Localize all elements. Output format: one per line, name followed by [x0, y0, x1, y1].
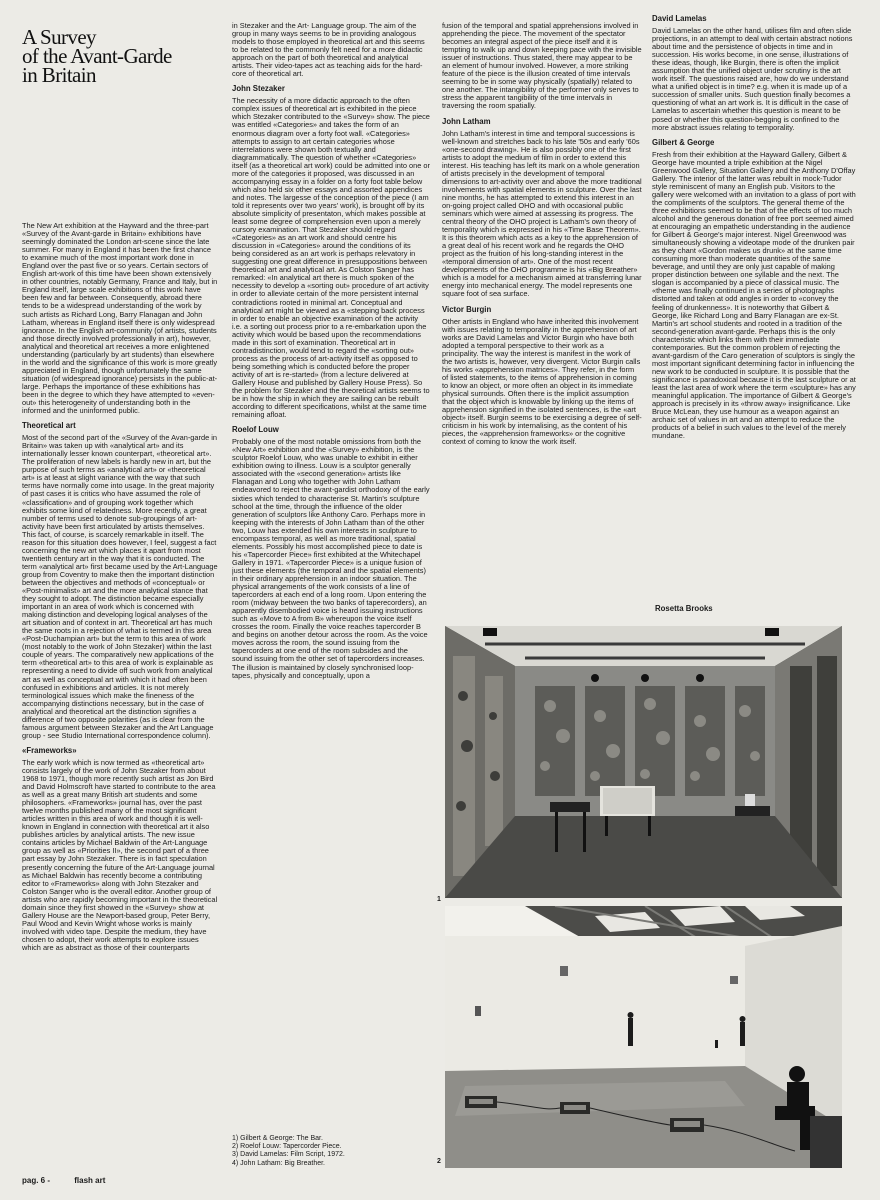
- column-3: [442, 22, 642, 612]
- column-1: [22, 222, 218, 1174]
- photo-louw-tapercorder-piece: [445, 906, 842, 1168]
- heading-theoretical-art: Theoretical art: [22, 421, 76, 431]
- heading-gilbert-george: Gilbert & George: [652, 137, 715, 147]
- heading-victor-burgin: Victor Burgin: [442, 304, 492, 314]
- photo-gilbert-george-bar: [445, 626, 842, 898]
- frameworks-paragraph: The early work which is now termed as «theoretical art» consists largely of the work of John Stezaker from about 1968 to 1971, though more recently such artist as Jon Bird and David Holmscroft have started to contribute to the area as well as a great many British art students and some philosophers. «Frameworks» journal has, over the past twelve months published many of the most significant articles written in this area of work and though it is well-known in England in connection with theoretical art it also publishes articles by analytical artists. The new issue contains articles by Michael Baldwin of the Art-Language group as well as «Priorities II», the second part of a three part essay by John Stezaker. There is in fact speculation presently concerning the future of the Art-Language journal as Michael Baldwin has recently become a contributing editor to «Frameworks» along with John Stezaker and Colston Sanger who is the overall editor. Another group of artists who are rapidly becoming important in the theoretical domain since they first showed in the «Survey» show at Gallery House are the Newport-based group, Peter Berry, Paul Wood and Kevin Wright whose works is mainly involved with video tape. Despite the medium, they have chosen to adopt, their work attempts to explore issues which are as abstract as those of their counterparts: [22, 757, 218, 952]
- theoretical-paragraph: Most of the second part of the «Survey of the Avan-garde in Britain» was taken up with «analytical art» and its internationally lesser known counterpart, «theoretical art». The proliferation of new labels is hardly new in art, but the purpose of such terms as «analytical art» or «theoretical art» is at least at slight variance with the way that such terms have normally come into usage. In the great majority of past cases it is critics who have assumed the role of «classification» and of grouping work together which exhibits some kind of relatedness. More recently, a great number of terms used to denote sub-groupings of art-activity have been first articulated by artists themselves. This fact, of course, is scarcely remarkable in itself. The reason for this situation does however, I feel, suggest a fact concerning the new art which places it apart from most twentieth century art in the way that it is conducted. The term «analytical art» first became used by the Art-Language group from Coventry to make then the important distinction between the objectives and methods of «conceptual» or «Post-minimalist» art and the more analytical stance that they sought to adopt. The distinction became especially important in an area of work which is concerned with making distinction and developing logical analyses of the art situation and of context in art. Theoretical art has much the same roots in a rejection of what is termed in this area «Post-Duchampian art» but the term to this area of work (most notably to the work of John Stezaker) within the last couple of years. The comparatively new applications of the term «theoretical art» to this area of work is explainable as representing a need to divide off such work from analytical art as well as conceptual art with which it had often been confused in exhibitions and articles. It is not merely terminological issues which make the fineness of the accompanying distinctions necessary, but in the case of analytical and theoretical art the distinction signifies a difference of two opposite polarities (as is clear from the famous argument between Stezaker and the Art Language group - see Studio International correspondence column).: [22, 433, 218, 740]
- title-line-1: A Survey: [22, 25, 96, 49]
- page-footer: [22, 1176, 109, 1185]
- photo-number-1: 1: [437, 896, 441, 903]
- caption-4: 4) John Latham: Big Breather.: [232, 1159, 325, 1167]
- heading-frameworks: «Frameworks»: [22, 745, 77, 755]
- column-4: [652, 14, 858, 602]
- stezaker-paragraph: The necessity of a more didactic approach to the often complex issues of theoretical art is exhibited in the piece which Stezaker contributed to the «Survey» show. The piece was entitled «Categories» and takes the form of an enormous diagram over a forty foot wall. «Categories» attempts to assign to art certain categories whose interrelations were shown both textually and diagrammatically. The question of whether «Categories» itself (as a theoretical art work) could be admitted into one or more of the categories it proposed, was discussed in an accompanying essay in a folder on a forty foot table below which also held six other essays and assorted appendices and notes. The largesse of the conception of the piece (I am told it represents over two years' work), is brought off by its absolute simplicity of presentaton, which makes possible at least some degree of comprehension even upon a merely cursory examination. That Stezaker should regard «Categories» as an art work and should centre his discussion in «Categories» around the conditions of its being considered as an art work is perhaps relevatory in suggesting one great difference in presuppositions between theoretical art and analytical art. As Colston Sanger has remarked: «In analytical art there is much spoken of the necessity to develop a «sorting out» procedure of art activity in order to alleviate certain of the more persistent internal contradictions rooted in minimal art. Conceptual and analytical art might be viewed as a «stepping back process in order to enable an objective examination of the activity i.e. a sorting out process prior to a re-embarkation upon the activity which would be based upon the recommendations made in this sort of examination. Theoretical art in contradistinction, would tend to regard the «sorting out» process as the process of art-activity itself as opposed to being something which is conducted before the proper activity of art is re-started» (from a lecture delivered at Gallery House and published by Gallery House Press). So the problem for Stezaker and the theoretical artists seems to be in how the ship in which they are sailing can be rebuilt according to different specifications, whilst at the same time remaining afloat.: [232, 96, 430, 420]
- title-line-3: in Britain: [22, 63, 96, 87]
- col3-lead-paragraph: fusion of the temporal and spatial apprehensions involved in apprehending the piece. The movement of the spectator becomes an integral aspect of the piece itself and it is tempting to walk up and down keeping pace with the invisible issuer of instructions. Thus stated, there may appear to be an element of humour involved. However, a more striking feature of the piece is the illusion created of time intervals seeming to be in some way physically (spatially) related to one another. The intangibility of the performer only serves to stress the apparent tangibility of the time intervals in traversing the room spatially.: [442, 22, 642, 111]
- photo-number-2: 2: [437, 1158, 441, 1165]
- heading-john-stezaker: John Stezaker: [232, 84, 285, 94]
- article-title: [22, 25, 212, 87]
- caption-3: 3) David Lamelas: Film Script, 1972.: [232, 1151, 345, 1159]
- title-line-2: of the Avant-Garde: [22, 44, 172, 68]
- burgin-paragraph: Other artists in England who have inherited this involvement with issues relating to temporality in the apprehension of art works are David Lamelas and Victor Burgin who have both adopted a temporal perspective to their work as a principality. The way the interest is manifest in the work of the two artists is, however, very divergent. Victor Burgin calls his works «apprehension matrices». They refer, in the form of listed statements, to the items of apprehension in coming to know an object, or more often an object in its immediate physical surrounds. Often there is the implicit assumption that the object which is knowable by linking up the items of apprehension signified in the isolated sentences, is the «art object» itself. Burgin seems to be exercising a degree of self-criticism in his work by internalising, as the content of his pieces, the «apprehension frameworks» or the cognitive context of coming to know the work itself.: [442, 316, 642, 447]
- caption-2: 2) Roelof Louw: Tapercorder Piece.: [232, 1143, 342, 1151]
- caption-1: 1) Gilbert & George: The Bar.: [232, 1135, 323, 1142]
- heading-david-lamelas: David Lamelas: [652, 14, 707, 23]
- heading-roelof-louw: Roelof Louw: [232, 425, 279, 435]
- column-2: [232, 22, 430, 1130]
- col2-lead-paragraph: in Stezaker and the Art- Language group. The aim of the group in many ways seems to be in providing analogous models to those employed in theoretical art and this seems to be related to the commonly felt need for a more didactic approach on the part of both theoretical and analytical artists. Their video-tapes act as teaching aids for the hard-core of theoretical art.: [232, 22, 425, 79]
- lamelas-paragraph: David Lamelas on the other hand, utilises film and often slide projections, in an attempt to deal with certain abstract notions about time and the persistence of objects in time and in succession. His works become, in one sense, illustrations of these ideas, though, like Burgin, there is often the implicit assumption that the unified object under scrutiny is the art work itself. The questions raised are, how do we understand what a unified object is in time? e.g. when it is made up of a succession of smaller units. Such question finally becomes a questioning of what an art work is. It is difficult in the case of Lamelas to ascertain whether this question is meant to be posed or whether this question-begging is confined to the more abstract issues relating to temporality.: [652, 26, 853, 132]
- author-credit: Rosetta Brooks: [655, 604, 713, 613]
- gilbert-george-paragraph: Fresh from their exhibition at the Hayward Gallery, Gilbert & George have mounted a triple exhibition at the Nigel Greenwood Gallery, Situation Gallery and the Anthony D'Offay Gallery. The interior of the latter was rebuilt in mock-Tudor style reminiscent of many an English pub. Visitors to the gallery were welcomed with an invitation to a glass of port with the compliments of the sculptors. The general theme of the three exhibitions seemed to be that of the effects of too much alcohol and the generous donation of free port seemed aimed at encouraging an empathetic understanding in the audience for Gilbert & George's major interest. Nigel Greenwood was simultaneously showing a videotape mode of the drunken pair as they chant «Gordon makes us drunk» at the same time consuming more than moderate quantities of the same beverage, and until they are only just capable of making proper distinction between one syllable and the next. The slogan is accompanied by a piece of classical music. The «theme was finally continued in a series of photographs distorted and taken at odd angles in order to «convey the feeling of drunkenness». It is noteworthy that Gilbert & George, like Richard Long and Barry Flanagan are ex-St. Martin's art school students and rooted in a tradition of the second-generation avant-garde. Perhaps this is the only characteristic which links them with their immediate contemporaries. But the common problem of rejecting the avant-gardism of the Caro generation of sculptors is singly the most important significant determining factor in influencing the new work to be conducted in sculpture. It is possible that the significance is paradoxical because it is the last sculpture or at least the last area of work where the term «sculpture» has any meaningful application. The importance of Gilbert & George's approach is precisely in its «throw away» insignificance. Like Bruce McLean, they use humour as a weapon against an archaic set of values in art and an attempt to reduce the products of a belief in such values to the level of the merely mundane.: [652, 149, 856, 441]
- page-number: pag. 6 -: [22, 1176, 51, 1185]
- heading-john-latham: John Latham: [442, 116, 491, 126]
- louw-paragraph: Probably one of the most notable omissions from both the «New Art» exhibition and the «Survey» exhibition, is the sculptor Roelof Louw, who was unable to exhibit in either exhibition owing to illness. Louw is a sculptor generally associated with the «second generation» artists like Flanagan and Long who together with John Latham endeavored to reject the avant-gardist orthodoxy of the early sixties which tended to characterise St. Martin's sculpture school at the time, through the influence of the older generation of sculptors like Anthony Caro. Perhaps more in keeping with the interests of John Latham than of the other two, Louw has extended his own interests in sculpture to encompass temporal, as well as more traditional, spatial elements. Possibly his most accomplished piece to date is his «Tapercorder Piece» first exhibited at the Whitechapel Gallery in 1971. «Tapercorder Piece» is a unique fusion of just these elements (the temporal and the spatial elements) in their ordinary apprehension in an indoor situation. The physical arrangements of the work consists of a line of tapercorders at each end of a long room. Upon entering the room (midway between the two banks of taperecorders), an apparently disembodied voice is heard issuing instructions such as «Move to A from B» whereupon the voice itself crosses the room. Finally the voice reaches tapercorder B and begins on another detour across the room. As the voice moves across the room, the sound issuing from the tapercorders at one end of the room subsides and the sound issuing from the other set of tapercorders increases. The illusion is maintained by closely synchronised loop-tapes, physically and conceptually, upon a: [232, 437, 430, 680]
- intro-paragraph: The New Art exhibition at the Hayward and the three-part «Survey of the Avant-garde in Britain» exhibitions have seemingly dominated the London art-scene since the late summer. For many in England it has been the first chance to examine much of the most important work done in England over the past five or so years. Certain sectors of English art-work of this time have been shown extensively in other countries, notably Germany, France and Italy, but in England itself, large scale exhibitions of this work have been few and far between. Consequently, abroad there tends to be a widespread understanding of the work by such artists as Richard Long, Barry Flanagan and John Latham, whereas in England itself there is only widespread ignorance. In the English art-community (of artists, students and those directly involved professionally in art), however, analytical and theoretical art receives a more enlightened understanding (particularly by art students) than elsewhere in the world and the significance of this work is more greatly appreciated in England, though unfortunately the same situation (of widespread ignorance) persists in the public-at-large. Perhaps the importance of these exhibitions has been in the degree to which they have attempted to «even-out» this heterogeneity of understanding both in the informed and the uninformed public.: [22, 222, 218, 416]
- photo-captions: [232, 1135, 432, 1168]
- latham-paragraph: John Latham's interest in time and temporal successions is well-known and stretches back to his late '50s and early '60s «one-second drawing». He is also possibly one of the first artists to adopt the medium of film in order to extend this interest. His teaching has left its mark on a whole generation of artists precisely in the development of temporal dimensions to art-activity over and above the more traditional involvements with spatial elements in sculpture. Over the last nine months, he has attempted to extend this interest in an on-going project called OHO and with occasional public seminars which were aimed at assessing its progress. The central theory of the OHO project is Latham's own theory of temporality which is expressed in his «Time Base Theorem». It is this theorem which acts as a key to the apprehension of a great deal of his recent work and he regards the OHO project as the fruition of his long-standing interest in the «temporal dimension of art». One of the most recent developments of the OHO programme is his «Big Breather» which is a model for a mechanism aimed at transferring lunar energy into mechanical energy. The model represents one square foot of sea surface.: [442, 128, 642, 299]
- magazine-name: flash art: [74, 1176, 106, 1185]
